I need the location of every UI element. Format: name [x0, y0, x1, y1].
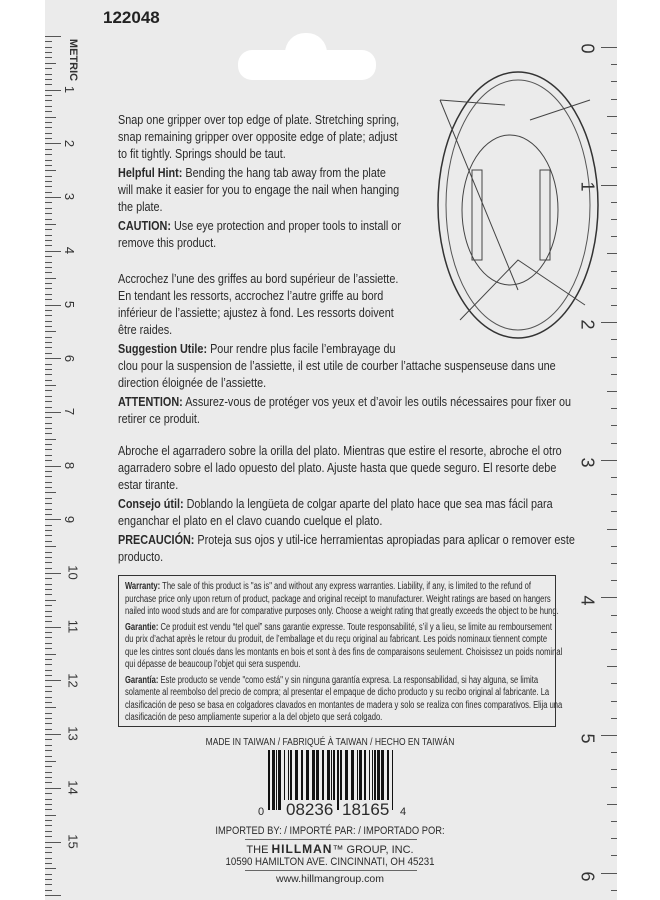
metric-number: 1 — [62, 85, 78, 94]
inch-tick — [611, 787, 617, 788]
metric-tick — [45, 541, 52, 542]
inch-tick — [607, 529, 617, 530]
metric-tick — [45, 562, 52, 563]
inch-tick — [611, 752, 617, 753]
metric-tick — [45, 858, 52, 859]
inch-number: 2 — [577, 319, 598, 330]
metric-tick — [45, 503, 52, 504]
metric-tick — [45, 57, 52, 58]
inch-tick — [611, 288, 617, 289]
metric-number: 12 — [65, 672, 81, 688]
metric-tick — [45, 192, 52, 193]
metric-tick — [45, 772, 52, 773]
french-instructions-line: retirer ce produit. — [118, 412, 200, 426]
metric-tick — [45, 815, 56, 816]
metric-tick — [45, 170, 56, 171]
metric-number: 10 — [65, 565, 81, 581]
metric-tick — [45, 52, 52, 53]
metric-tick — [45, 213, 52, 214]
metric-tick — [45, 449, 52, 450]
inch-tick — [611, 683, 617, 684]
metric-tick — [45, 793, 52, 794]
hang-hole-slot — [238, 50, 376, 80]
metric-tick — [45, 197, 61, 198]
metric-number: 9 — [62, 515, 78, 523]
inch-tick — [611, 494, 617, 495]
metric-tick — [45, 106, 52, 107]
metric-tick — [45, 723, 52, 724]
english-instructions-line: Helpful Hint: Bending the hang tab away from the plate — [118, 166, 386, 180]
inch-tick — [601, 735, 617, 736]
inch-tick — [611, 615, 617, 616]
english-instructions-line: Snap one gripper over top edge of plate. Stretching spring, — [118, 113, 400, 127]
inch-tick — [601, 597, 617, 598]
barcode-digit-left: 0 — [258, 806, 265, 818]
barcode-digits-2: 18165 — [342, 800, 390, 819]
metric-tick — [45, 165, 52, 166]
inch-tick — [601, 322, 617, 323]
metric-number: 5 — [62, 300, 78, 308]
inch-tick — [611, 838, 617, 839]
metric-tick — [45, 884, 52, 885]
metric-tick — [45, 487, 52, 488]
metric-number: 7 — [62, 408, 78, 416]
metric-label: METRIC — [67, 38, 80, 82]
metric-tick — [45, 160, 52, 161]
metric-tick — [45, 380, 52, 381]
barcode-bar — [392, 750, 393, 810]
metric-tick — [45, 256, 52, 257]
inch-number: 6 — [577, 871, 598, 882]
metric-tick — [45, 492, 56, 493]
metric-tick — [45, 761, 56, 762]
english-instructions-line: will make it easier for you to engage the nail when hanging — [118, 183, 400, 197]
french-instructions-line: ATTENTION: Assurez-vous de protéger vos yeux et d’avoir les outils nécessaires pour fixer ou — [118, 395, 572, 409]
metric-tick — [45, 347, 52, 348]
barcode-bar — [268, 750, 270, 810]
inch-tick — [611, 357, 617, 358]
metric-tick — [45, 176, 52, 177]
metric-tick — [45, 809, 52, 810]
inch-tick — [607, 116, 617, 117]
metric-tick — [45, 831, 52, 832]
metric-tick — [45, 675, 52, 676]
inch-tick — [607, 804, 617, 805]
metric-tick — [45, 471, 52, 472]
metric-tick — [45, 423, 52, 424]
metric-tick — [45, 643, 52, 644]
metric-number: 6 — [62, 354, 78, 362]
metric-tick — [45, 482, 52, 483]
spanish-instructions-line: PRECAUCIÓN: Proteja sus ojos y util-ice herramientas apropiadas para aplicar o remover este — [118, 533, 575, 547]
metric-tick — [45, 100, 52, 101]
metric-tick — [45, 36, 61, 37]
metric-tick — [45, 611, 52, 612]
inch-tick — [611, 477, 617, 478]
barcode-bar — [272, 750, 275, 810]
metric-tick — [45, 186, 52, 187]
metric-tick — [45, 149, 52, 150]
metric-tick — [45, 509, 52, 510]
metric-number: 3 — [62, 193, 78, 201]
metric-tick — [45, 396, 52, 397]
metric-tick — [45, 466, 61, 467]
metric-tick — [45, 825, 52, 826]
metric-tick — [45, 519, 61, 520]
metric-number: 14 — [65, 780, 81, 795]
inch-tick — [611, 632, 617, 633]
metric-tick — [45, 111, 52, 112]
metric-tick — [45, 664, 52, 665]
warranty-box — [118, 575, 563, 727]
inch-tick — [607, 666, 617, 667]
metric-tick — [45, 47, 52, 48]
english-instructions-line: to fit tightly. Springs should be taut. — [118, 147, 286, 161]
inch-tick — [611, 271, 617, 272]
warranty-paragraph: Garantía: Este producto se vende "como está" y sin ninguna garantía expresa. La responsabilidad, si hay alguna, se limita solamente al reembolso del precio de compra; al presentar el empaque de dicho producto y su recibo original al fabricante. La clasificación de peso se basa en colgadores clavados en montantes de madera y solo se realiza con fines comparativos. Elija una clasificación de peso ampliamente superior a la del objeto que será colgado. — [125, 674, 563, 723]
metric-tick — [45, 686, 52, 687]
metric-tick — [45, 143, 61, 144]
metric-tick — [45, 670, 52, 671]
metric-tick — [45, 439, 56, 440]
metric-tick — [45, 460, 52, 461]
metric-tick — [45, 455, 52, 456]
french-instructions-line: Suggestion Utile: Pour rendre plus facile l’embrayage du — [118, 342, 396, 356]
metric-tick — [45, 573, 61, 574]
metric-tick — [45, 181, 52, 182]
inch-tick — [611, 546, 617, 547]
french-instructions-line: Accrochez l’une des griffes au bord supérieur de l’assiette. — [118, 272, 399, 286]
metric-tick — [45, 407, 52, 408]
metric-tick — [45, 294, 52, 295]
company-name: THE HILLMAN™ GROUP, INC. — [246, 842, 414, 856]
metric-tick — [45, 283, 52, 284]
metric-tick — [45, 299, 52, 300]
metric-tick — [45, 68, 52, 69]
barcode-bar — [278, 750, 281, 810]
metric-tick — [45, 756, 52, 757]
metric-tick — [45, 777, 52, 778]
sku-number: 122048 — [103, 8, 160, 27]
made-in-label: MADE IN TAIWAN / FABRIQUÉ À TAIWAN / HECHO EN TAIWÁN — [205, 737, 455, 748]
metric-tick — [45, 208, 52, 209]
inch-tick — [607, 391, 617, 392]
metric-tick — [45, 745, 52, 746]
spanish-instructions-line: Consejo útil: Doblando la lengüeta de colgar aparte del plato hace que sea mas fácil para — [118, 497, 553, 511]
inch-number: 3 — [577, 457, 598, 468]
metric-tick — [45, 337, 52, 338]
metric-tick — [45, 278, 56, 279]
metric-tick — [45, 385, 56, 386]
metric-tick — [45, 374, 52, 375]
inch-tick — [601, 185, 617, 186]
metric-tick — [45, 267, 52, 268]
metric-tick — [45, 331, 56, 332]
metric-tick — [45, 654, 56, 655]
inch-tick — [611, 443, 617, 444]
inch-tick — [611, 339, 617, 340]
metric-tick — [45, 621, 52, 622]
inch-tick — [611, 408, 617, 409]
metric-tick — [45, 568, 52, 569]
metric-tick — [45, 321, 52, 322]
metric-tick — [45, 729, 52, 730]
metric-tick — [45, 219, 52, 220]
hillman-logo: HILLMAN — [271, 842, 333, 856]
metric-number: 2 — [62, 139, 78, 147]
metric-tick — [45, 600, 56, 601]
metric-tick — [45, 648, 52, 649]
metric-tick — [45, 804, 52, 805]
inch-tick — [611, 150, 617, 151]
metric-tick — [45, 390, 52, 391]
metric-tick — [45, 498, 52, 499]
metric-tick — [45, 514, 52, 515]
metric-tick — [45, 632, 52, 633]
metric-tick — [45, 315, 52, 316]
metric-tick — [45, 766, 52, 767]
metric-number: 8 — [62, 461, 78, 470]
website-link[interactable]: www.hillmangroup.com — [276, 873, 384, 885]
metric-tick — [45, 546, 56, 547]
metric-tick — [45, 272, 52, 273]
inch-tick — [611, 167, 617, 168]
metric-number: 13 — [65, 726, 81, 742]
inch-number: 0 — [577, 43, 598, 54]
metric-tick — [45, 63, 56, 64]
metric-tick — [45, 750, 52, 751]
inch-tick — [611, 563, 617, 564]
inch-tick — [611, 580, 617, 581]
french-instructions-line: En tendant les ressorts, accrochez l’autre griffe au bord — [118, 289, 384, 303]
metric-tick — [45, 353, 52, 354]
metric-tick — [45, 605, 52, 606]
metric-tick — [45, 251, 61, 252]
metric-tick — [45, 117, 56, 118]
french-instructions-line: être raides. — [118, 323, 173, 337]
metric-tick — [45, 84, 52, 85]
metric-tick — [45, 616, 52, 617]
metric-tick — [45, 235, 52, 236]
metric-tick — [45, 154, 52, 155]
inch-tick — [611, 821, 617, 822]
metric-tick — [45, 358, 61, 359]
metric-tick — [45, 535, 52, 536]
metric-tick — [45, 74, 52, 75]
metric-tick — [45, 589, 52, 590]
metric-tick — [45, 739, 52, 740]
metric-tick — [45, 852, 52, 853]
metric-tick — [45, 874, 52, 875]
metric-tick — [45, 594, 52, 595]
inch-tick — [611, 425, 617, 426]
metric-tick — [45, 552, 52, 553]
inch-tick — [601, 47, 617, 48]
metric-tick — [45, 799, 52, 800]
inch-tick — [607, 253, 617, 254]
metric-tick — [45, 890, 52, 891]
metric-tick — [45, 138, 52, 139]
metric-tick — [45, 842, 61, 843]
metric-tick — [45, 578, 52, 579]
metric-tick — [45, 627, 61, 628]
metric-tick — [45, 369, 52, 370]
metric-number: 4 — [62, 246, 78, 255]
barcode-digits-1: 08236 — [286, 800, 334, 819]
inch-tick — [611, 890, 617, 891]
english-instructions-line: snap remaining gripper over opposite edge of plate; adjust — [118, 130, 398, 144]
inch-tick — [601, 460, 617, 461]
inch-tick — [611, 202, 617, 203]
metric-tick — [45, 863, 52, 864]
inch-tick — [611, 81, 617, 82]
french-instructions-line: direction éloignée de l’assiette. — [118, 376, 267, 390]
barcode-bar — [337, 750, 339, 810]
metric-tick — [45, 133, 52, 134]
french-instructions-line: clou pour la suspension de l’assiette, il est utile de courber l’attache suspenseuse dans une — [118, 359, 556, 373]
metric-tick — [45, 310, 52, 311]
plate-hanger-illustration — [400, 60, 600, 350]
warranty-paragraph: Garantie: Ce produit est vendu “tel quel” sans garantie expresse. Toute responsabilité, s’il y a lieu, se limite au remboursement du prix d’achat après le retour du produit, de l’emballage et du reçu original au fabricant. Les poids nominaux tiennent compte que les cintres sont cloués dans les montants en bois et sont à des fins de comparaisons seulement. Choisissez un poids nominal qui dépasse de beaucoup l’objet qui sera suspendu. — [125, 621, 563, 670]
metric-tick — [45, 95, 52, 96]
metric-tick — [45, 713, 52, 714]
inch-tick — [611, 718, 617, 719]
metric-tick — [45, 836, 52, 837]
metric-tick — [45, 557, 52, 558]
metric-tick — [45, 326, 52, 327]
inch-tick — [611, 64, 617, 65]
metric-tick — [45, 637, 52, 638]
inch-number: 4 — [577, 595, 598, 606]
inch-tick — [611, 133, 617, 134]
metric-tick — [45, 262, 52, 263]
inch-tick — [611, 701, 617, 702]
inch-number: 5 — [577, 733, 598, 744]
english-instructions-line: CAUTION: Use eye protection and proper tools to install or — [118, 219, 401, 233]
metric-tick — [45, 41, 52, 42]
metric-tick — [45, 734, 61, 735]
metric-tick — [45, 202, 52, 203]
spanish-instructions-line: Abroche el agarradero sobre la orilla del plato. Mientras que estire el resorte, abroche el otro — [118, 444, 562, 458]
metric-tick — [45, 412, 61, 413]
metric-tick — [45, 847, 52, 848]
metric-tick — [45, 229, 52, 230]
metric-tick — [45, 224, 56, 225]
metric-tick — [45, 718, 52, 719]
inch-tick — [611, 305, 617, 306]
inch-tick — [611, 99, 617, 100]
metric-tick — [45, 680, 61, 681]
metric-tick — [45, 364, 52, 365]
metric-tick — [45, 79, 52, 80]
metric-tick — [45, 659, 52, 660]
metric-number: 11 — [65, 619, 81, 634]
metric-tick — [45, 476, 52, 477]
metric-tick — [45, 530, 52, 531]
metric-tick — [45, 820, 52, 821]
inch-number: 1 — [577, 181, 598, 192]
metric-tick — [45, 895, 61, 896]
metric-tick — [45, 342, 52, 343]
spanish-instructions-line: agarradero sobre el lado opuesto del plato. Ajuste hasta que quede seguro. El resorte debe — [118, 461, 557, 475]
spanish-instructions-line: estar tirante. — [118, 478, 179, 492]
metric-tick — [45, 879, 52, 880]
inch-tick — [611, 855, 617, 856]
metric-tick — [45, 428, 52, 429]
metric-tick — [45, 707, 56, 708]
inch-tick — [611, 649, 617, 650]
english-instructions-line: the plate. — [118, 200, 163, 214]
metric-tick — [45, 90, 61, 91]
metric-tick — [45, 691, 52, 692]
spanish-instructions-line: enganchar el plato en el clavo cuando cuelque el plato. — [118, 514, 383, 528]
metric-tick — [45, 444, 52, 445]
spanish-instructions-line: producto. — [118, 550, 164, 564]
inch-tick — [601, 873, 617, 874]
french-instructions-line: inférieur de l’assiette; ajustez à fond. Les ressorts doivent — [118, 306, 394, 320]
english-instructions-line: remove this product. — [118, 236, 217, 250]
metric-tick — [45, 417, 52, 418]
metric-tick — [45, 702, 52, 703]
barcode-bar — [276, 750, 277, 810]
metric-tick — [45, 782, 52, 783]
inch-tick — [611, 511, 617, 512]
imported-by-label: IMPORTED BY: / IMPORTÉ PAR: / IMPORTADO POR: — [215, 825, 445, 837]
metric-tick — [45, 584, 52, 585]
metric-tick — [45, 401, 52, 402]
metric-tick — [45, 245, 52, 246]
metric-tick — [45, 122, 52, 123]
metric-tick — [45, 525, 52, 526]
company-address: 10590 HAMILTON AVE. CINCINNATI, OH 45231 — [225, 856, 435, 868]
metric-tick — [45, 788, 61, 789]
metric-number: 15 — [65, 834, 81, 849]
inch-tick — [611, 769, 617, 770]
metric-tick — [45, 127, 52, 128]
inch-tick — [611, 219, 617, 220]
barcode-digit-right: 4 — [400, 806, 407, 818]
inch-tick — [611, 374, 617, 375]
metric-tick — [45, 240, 52, 241]
inch-tick — [611, 236, 617, 237]
metric-tick — [45, 697, 52, 698]
metric-tick — [45, 288, 52, 289]
metric-tick — [45, 433, 52, 434]
metric-tick — [45, 305, 61, 306]
metric-tick — [45, 868, 56, 869]
warranty-paragraph: Warranty: The sale of this product is "as is" and without any express warranties. Liability, if any, is limited to the refund of purchase price only upon return of product, package and original receipt to manufacturer. Weight ratings are based on hangers nailed into wood studs and are for comparative purposes only. Choose a weight rating that greatly exceeds the object to be hung. — [125, 581, 559, 617]
